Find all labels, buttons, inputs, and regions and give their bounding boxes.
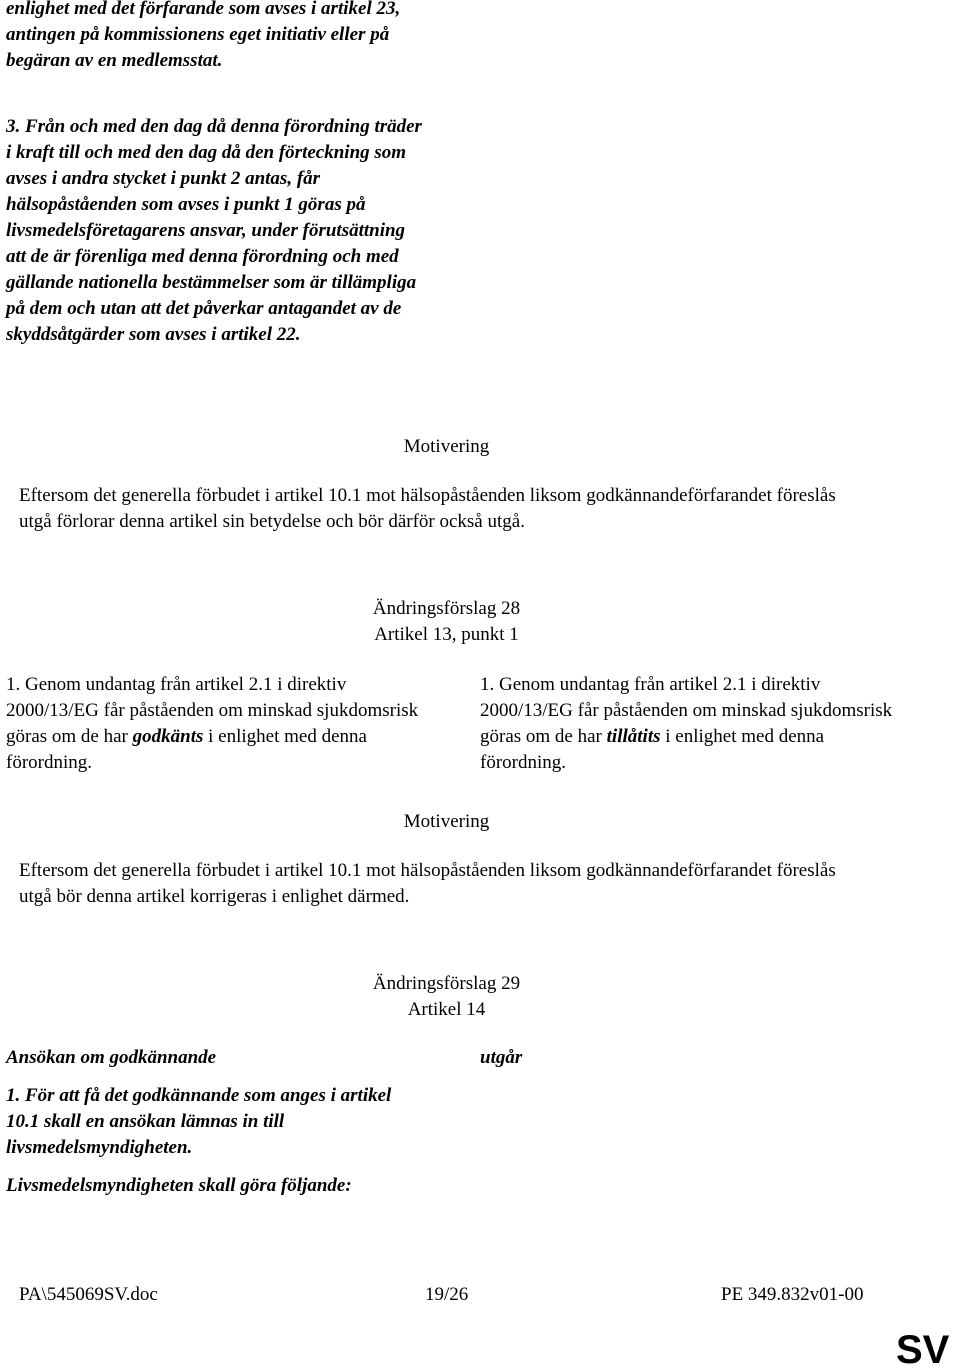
amendment-left-column xyxy=(6,672,426,776)
footer-page-number: 19/26 xyxy=(425,1284,469,1305)
amendment-right-column xyxy=(480,672,900,776)
right-text-start: 1. Genom undantag från artikel 2.1 i direktiv 2000/13/EG får påståenden om minskad sjukdomsrisk göras om de har xyxy=(480,674,893,747)
footer-reference: PE 349.832v01-00 xyxy=(721,1284,864,1305)
amendment-title: Ändringsförslag 29 xyxy=(372,973,521,994)
left-heading: Ansökan om godkännande xyxy=(6,1047,217,1068)
right-deleted-text: utgår xyxy=(480,1047,523,1068)
justification-text: Eftersom det generella förbudet i artikel 10.1 mot hälsopåståenden liksom godkännandeförfarandet föreslås utgå förlorar denna artikel sin betydelse och bör därför också utgå. xyxy=(19,485,836,532)
justification-heading: Motivering xyxy=(403,811,490,832)
justification-heading: Motivering xyxy=(403,436,490,457)
left-text-end: i enlighet med denna förordning. xyxy=(6,726,367,773)
language-code: SV xyxy=(896,1328,950,1372)
right-emphasis: tillåtits xyxy=(606,726,661,747)
right-text-end: i enlighet med denna förordning. xyxy=(480,726,825,773)
left-emphasis: godkänts xyxy=(132,726,204,747)
left-paragraph-1: 1. För att få det godkännande som anges i artikel 10.1 skall en ansökan lämnas in till livsmedelsmyndigheten. xyxy=(6,1085,392,1158)
justification-text: Eftersom det generella förbudet i artikel 10.1 mot hälsopåståenden liksom godkännandeförfarandet föreslås utgå bör denna artikel korrigeras i enlighet därmed. xyxy=(19,860,836,907)
amendment-subtitle: Artikel 14 xyxy=(407,999,486,1020)
footer-filename: PA\545069SV.doc xyxy=(19,1284,158,1305)
continuation-paragraph: enlighet med det förfarande som avses i artikel 23, antingen på kommissionens eget initiativ eller på begäran av en medlemsstat. xyxy=(6,0,401,71)
left-paragraph-2: Livsmedelsmyndigheten skall göra följande: xyxy=(6,1175,352,1196)
amendment-subtitle: Artikel 13, punkt 1 xyxy=(374,624,519,645)
left-text-start: 1. Genom undantag från artikel 2.1 i direktiv 2000/13/EG får påståenden om minskad sjukdomsrisk göras om de har xyxy=(6,674,419,747)
point-3-paragraph: 3. Från och med den dag då denna förordning träder i kraft till och med den dag då den förteckning som avses i andra stycket i punkt 2 antas, får hälsopåståenden som avses i punkt 1 göras på livsmedelsföretagarens ansvar, under förutsättning att de är förenliga med denna förordning och med gällande nationella bestämmelser som är tillämpliga på dem och utan att det påverkar antagandet av de skyddsåtgärder som avses i artikel 22. xyxy=(6,116,422,345)
amendment-title: Ändringsförslag 28 xyxy=(372,598,521,619)
